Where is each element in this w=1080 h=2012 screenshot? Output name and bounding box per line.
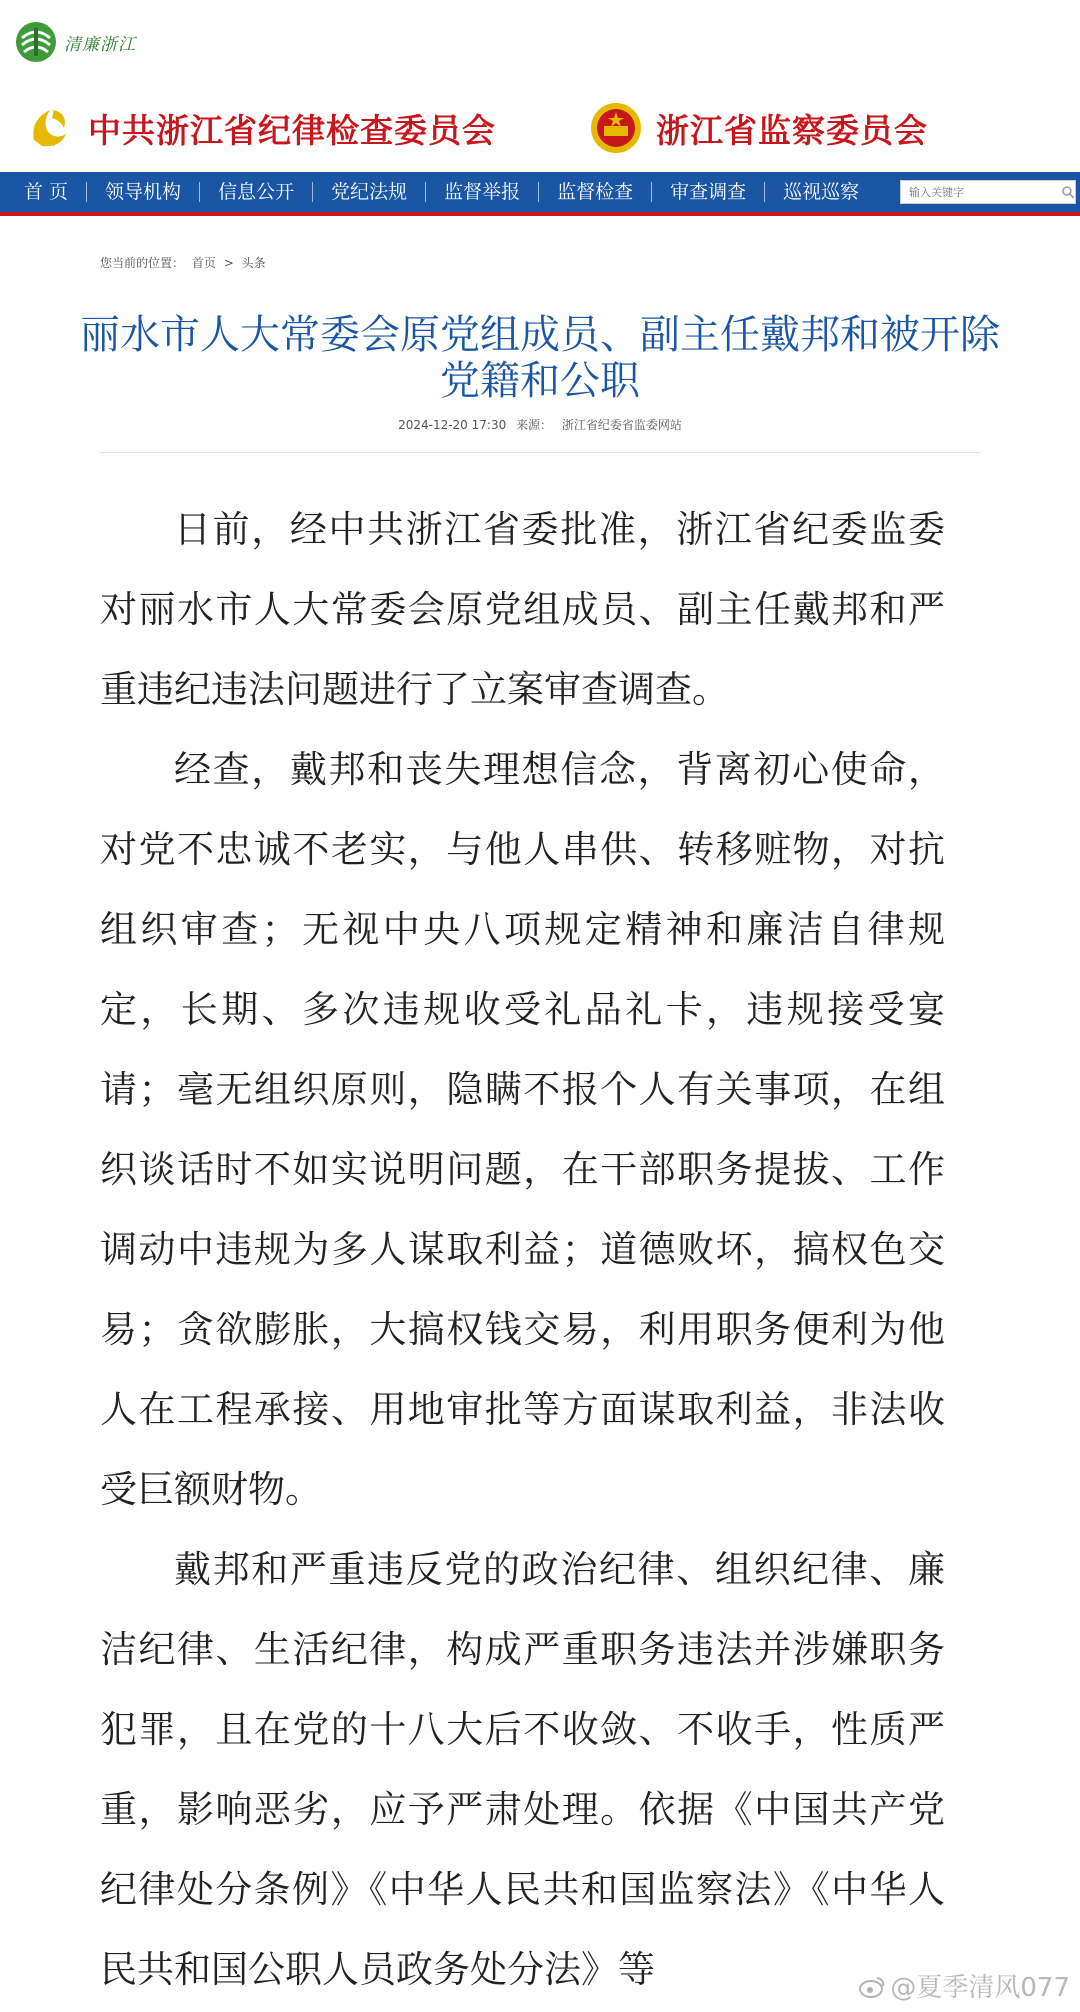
article-body: [100, 490, 945, 2010]
nav-items: [0, 172, 877, 212]
breadcrumb-label: 您当前的位置：: [100, 256, 185, 270]
party-emblem-icon: [20, 100, 76, 156]
site-header: [0, 90, 1080, 166]
brand-logo-text: 清廉浙江: [64, 35, 136, 55]
national-emblem-icon: [588, 100, 644, 156]
supervision-header-block[interactable]: [588, 90, 928, 166]
nav-item-info-disclosure[interactable]: 信息公开: [218, 181, 295, 203]
ccdi-header-block[interactable]: [20, 90, 496, 166]
breadcrumb-current-link[interactable]: 头条: [241, 256, 266, 270]
nav-item-leadership[interactable]: 领导机构: [105, 181, 182, 203]
weibo-watermark: [858, 1967, 1070, 2004]
article-paragraph: 戴邦和严重违反党的政治纪律、组织纪律、廉洁纪律、生活纪律，构成严重职务违法并涉嫌职务犯罪，且在党的十八大后不收敛、不收手，性质严重，影响恶劣，应予严肃处理。依据《中国共产党纪律处分条例》《中华人民共和国监察法》《中华人民共和国公职人员政务处分法》等: [100, 1548, 945, 1991]
main-nav: [0, 172, 1080, 216]
article-source-label: 来源：: [516, 418, 553, 432]
search-input[interactable]: [901, 181, 1059, 203]
brand-strip: [0, 0, 1080, 92]
article-paragraph: 日前，经中共浙江省委批准，浙江省纪委监委对丽水市人大常委会原党组成员、副主任戴邦和严重违纪违法问题进行了立案审查调查。: [100, 508, 945, 711]
breadcrumb-separator: >: [223, 256, 234, 270]
search-box: [900, 180, 1076, 204]
article-title: 丽水市人大常委会原党组成员、副主任戴邦和被开除党籍和公职: [80, 312, 1000, 404]
supervision-title: 浙江省监察委员会: [656, 110, 928, 150]
nav-item-regulations[interactable]: 党纪法规: [331, 181, 408, 203]
ccdi-title: 中共浙江省纪律检查委员会: [88, 110, 496, 150]
nav-item-inspection[interactable]: 监督检查: [557, 181, 634, 203]
nav-item-patrol[interactable]: 巡视巡察: [783, 181, 860, 203]
watermark-text: @夏季清风077: [890, 1973, 1070, 2003]
nav-item-report[interactable]: 监督举报: [444, 181, 521, 203]
qinglian-zhejiang-logo-icon[interactable]: [14, 20, 58, 64]
nav-item-home[interactable]: 首 页: [24, 181, 69, 203]
search-icon[interactable]: [1061, 185, 1075, 199]
weibo-icon: [858, 1972, 886, 2000]
article-paragraph: 经查，戴邦和丧失理想信念，背离初心使命，对党不忠诚不老实，与他人串供、转移赃物，对抗组织审查；无视中央八项规定精神和廉洁自律规定，长期、多次违规收受礼品礼卡，违规接受宴请；毫无组织原则，隐瞒不报个人有关事项，在组织谈话时不如实说明问题，在干部职务提拔、工作调动中违规为多人谋取利益；道德败坏，搞权色交易；贪欲膨胀，大搞权钱交易，利用职务便利为他人在工程承接、用地审批等方面谋取利益，非法收受巨额财物。: [100, 748, 945, 1511]
title-divider: [100, 452, 980, 453]
article-source: 浙江省纪委省监委网站: [561, 418, 682, 432]
breadcrumb-home-link[interactable]: 首页: [191, 256, 216, 270]
article-meta: [80, 416, 1000, 433]
nav-item-investigation[interactable]: 审查调查: [670, 181, 747, 203]
article-date: 2024-12-20 17:30: [398, 418, 507, 432]
breadcrumb: [100, 254, 270, 271]
